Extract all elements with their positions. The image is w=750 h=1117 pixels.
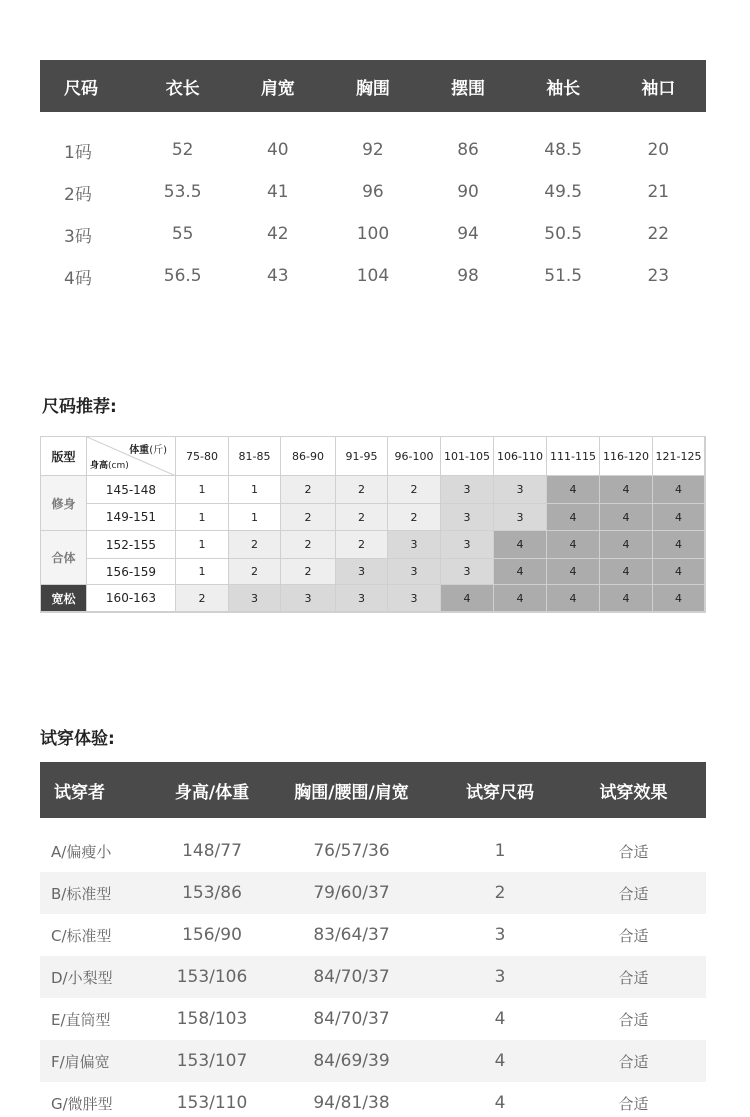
tryon-cell: 合适 <box>618 1010 649 1029</box>
recommended-size-cell: 2 <box>336 531 388 559</box>
recommended-size-cell: 1 <box>176 531 229 559</box>
recommended-size-cell: 2 <box>388 476 441 504</box>
tryon-cell: 合适 <box>618 926 649 945</box>
recommended-size-cell: 3 <box>388 559 441 585</box>
size-cell: 51.5 <box>544 266 583 286</box>
tryon-cell: F/肩偏宽 <box>51 1052 110 1071</box>
tryon-cell: 158/103 <box>176 1009 248 1029</box>
recommended-size-cell: 3 <box>281 585 336 612</box>
recommended-size-cell: 4 <box>547 559 600 585</box>
grid-corner-header <box>87 437 176 476</box>
recommendation-title: 尺码推荐: <box>42 397 117 417</box>
weight-range-header: 106-110 <box>494 437 547 476</box>
recommended-size-cell: 3 <box>441 504 494 531</box>
recommended-size-cell: 2 <box>281 476 336 504</box>
size-cell: 98 <box>457 266 479 286</box>
tryon-cell: 1 <box>494 841 506 861</box>
tryon-table-row <box>40 872 706 914</box>
size-cell: 41 <box>266 182 289 202</box>
size-cell: 104 <box>356 266 390 286</box>
recommended-size-cell: 4 <box>653 531 705 559</box>
height-label-text: 身高 <box>90 461 109 471</box>
tryon-cell: 84/69/39 <box>313 1051 390 1071</box>
tryon-title: 试穿体验: <box>40 729 115 749</box>
height-axis-label <box>90 458 129 471</box>
tryon-table-body <box>40 818 706 1117</box>
tryon-table-row <box>40 1040 706 1082</box>
tryon-header-cell: 试穿者 <box>54 782 105 803</box>
size-header-cell: 尺码 <box>64 78 98 99</box>
tryon-cell: 合适 <box>618 968 649 987</box>
recommended-size-cell: 4 <box>600 476 653 504</box>
weight-range-header: 86-90 <box>281 437 336 476</box>
tryon-cell: 148/77 <box>182 841 242 861</box>
recommended-size-cell: 4 <box>547 476 600 504</box>
size-cell: 21 <box>647 182 670 202</box>
tryon-cell: 156/90 <box>182 925 242 945</box>
recommendation-grid <box>40 436 706 613</box>
recommended-size-cell: 4 <box>653 585 705 612</box>
recommended-size-cell: 3 <box>441 559 494 585</box>
recommended-size-cell: 3 <box>229 585 281 612</box>
recommended-size-cell: 4 <box>653 559 705 585</box>
tryon-header-cell: 试穿效果 <box>599 782 668 803</box>
size-cell: 43 <box>266 266 289 286</box>
tryon-cell: 153/110 <box>176 1093 248 1113</box>
tryon-cell: B/标准型 <box>51 884 112 903</box>
tryon-cell: G/微胖型 <box>51 1094 113 1113</box>
tryon-cell: 3 <box>494 925 506 945</box>
height-range-cell: 152-155 <box>87 531 176 559</box>
tryon-table-row <box>40 956 706 998</box>
size-cell: 49.5 <box>544 182 583 202</box>
recommended-size-cell: 1 <box>176 504 229 531</box>
tryon-cell: 94/81/38 <box>313 1093 390 1113</box>
tryon-cell: E/直筒型 <box>51 1010 111 1029</box>
size-table-row <box>40 171 706 213</box>
weight-range-header: 75-80 <box>176 437 229 476</box>
recommended-size-cell: 3 <box>336 585 388 612</box>
fit-type-cell: 宽松 <box>41 585 87 612</box>
recommended-size-cell: 3 <box>441 531 494 559</box>
size-cell: 48.5 <box>544 140 583 160</box>
tryon-cell: 合适 <box>618 884 649 903</box>
recommended-size-cell: 2 <box>281 559 336 585</box>
size-cell: 94 <box>457 224 479 244</box>
fit-type-cell: 合体 <box>41 531 87 585</box>
recommended-size-cell: 4 <box>653 504 705 531</box>
recommended-size-cell: 4 <box>494 585 547 612</box>
size-cell: 23 <box>647 266 670 286</box>
recommended-size-cell: 2 <box>281 504 336 531</box>
tryon-cell: 4 <box>494 1093 506 1113</box>
height-range-cell: 145-148 <box>87 476 176 504</box>
size-table-row <box>40 129 706 171</box>
height-unit-text: (cm) <box>108 461 129 471</box>
height-range-cell: 156-159 <box>87 559 176 585</box>
recommended-size-cell: 2 <box>336 504 388 531</box>
tryon-cell: 83/64/37 <box>313 925 390 945</box>
tryon-cell: A/偏瘦小 <box>51 842 112 861</box>
tryon-cell: 合适 <box>618 1094 649 1113</box>
tryon-cell: 3 <box>494 967 506 987</box>
recommended-size-cell: 3 <box>388 585 441 612</box>
tryon-cell: 153/107 <box>176 1051 248 1071</box>
recommended-size-cell: 2 <box>176 585 229 612</box>
tryon-cell: 84/70/37 <box>313 967 390 987</box>
size-header-cell: 胸围 <box>355 78 390 99</box>
recommended-size-cell: 2 <box>229 531 281 559</box>
tryon-table-row <box>40 914 706 956</box>
tryon-cell: 76/57/36 <box>313 841 390 861</box>
tryon-cell: 153/86 <box>182 883 242 903</box>
tryon-cell: 合适 <box>618 1052 649 1071</box>
recommended-size-cell: 4 <box>441 585 494 612</box>
tryon-table-row <box>40 1082 706 1117</box>
recommended-size-cell: 2 <box>388 504 441 531</box>
tryon-cell: 4 <box>494 1051 506 1071</box>
weight-range-header: 96-100 <box>388 437 441 476</box>
tryon-cell: 79/60/37 <box>313 883 390 903</box>
height-range-cell: 149-151 <box>87 504 176 531</box>
size-cell: 2码 <box>64 184 92 205</box>
weight-range-header: 116-120 <box>600 437 653 476</box>
tryon-table <box>40 762 706 1117</box>
weight-unit-text: (斤) <box>149 445 167 456</box>
recommended-size-cell: 1 <box>229 476 281 504</box>
weight-range-header: 121-125 <box>653 437 705 476</box>
recommended-size-cell: 4 <box>653 476 705 504</box>
tryon-table-row <box>40 830 706 872</box>
size-cell: 22 <box>647 224 670 244</box>
recommended-size-cell: 2 <box>336 476 388 504</box>
size-header-cell: 袖口 <box>641 78 676 99</box>
recommended-size-cell: 1 <box>176 476 229 504</box>
weight-label-text: 体重 <box>129 445 150 456</box>
tryon-cell: D/小梨型 <box>51 968 113 987</box>
recommended-size-cell: 4 <box>600 585 653 612</box>
weight-range-header: 91-95 <box>336 437 388 476</box>
recommended-size-cell: 4 <box>600 559 653 585</box>
size-table-row <box>40 213 706 255</box>
recommended-size-cell: 3 <box>336 559 388 585</box>
size-cell: 4码 <box>64 268 92 289</box>
recommended-size-cell: 4 <box>547 585 600 612</box>
size-table-body <box>40 112 706 297</box>
recommended-size-cell: 1 <box>176 559 229 585</box>
tryon-cell: C/标准型 <box>51 926 112 945</box>
height-range-cell: 160-163 <box>87 585 176 612</box>
weight-range-header: 101-105 <box>441 437 494 476</box>
recommended-size-cell: 4 <box>494 559 547 585</box>
size-header-cell: 袖长 <box>546 78 581 99</box>
weight-range-header: 111-115 <box>547 437 600 476</box>
size-cell: 20 <box>647 140 670 160</box>
size-cell: 40 <box>266 140 289 160</box>
tryon-cell: 4 <box>494 1009 506 1029</box>
size-cell: 96 <box>362 182 384 202</box>
size-cell: 50.5 <box>544 224 583 244</box>
size-cell: 56.5 <box>163 266 202 286</box>
recommended-size-cell: 4 <box>600 531 653 559</box>
tryon-cell: 合适 <box>618 842 649 861</box>
size-header-cell: 摆围 <box>451 78 486 99</box>
tryon-table-row <box>40 998 706 1040</box>
recommended-size-cell: 2 <box>229 559 281 585</box>
tryon-cell: 84/70/37 <box>313 1009 390 1029</box>
size-cell: 90 <box>457 182 479 202</box>
tryon-table-header <box>40 762 706 818</box>
recommended-size-cell: 4 <box>600 504 653 531</box>
weight-range-header: 81-85 <box>229 437 281 476</box>
recommended-size-cell: 3 <box>494 476 547 504</box>
size-cell: 42 <box>266 224 289 244</box>
recommended-size-cell: 3 <box>494 504 547 531</box>
size-header-cell: 衣长 <box>165 78 200 99</box>
size-cell: 100 <box>356 224 390 244</box>
fit-type-cell: 修身 <box>41 476 87 531</box>
recommended-size-cell: 4 <box>547 504 600 531</box>
size-cell: 1码 <box>64 142 92 163</box>
tryon-header-cell: 试穿尺码 <box>466 782 534 803</box>
recommended-size-cell: 4 <box>547 531 600 559</box>
size-cell: 52 <box>171 140 194 160</box>
recommended-size-cell: 3 <box>388 531 441 559</box>
size-cell: 55 <box>171 224 194 244</box>
recommended-size-cell: 2 <box>281 531 336 559</box>
size-table <box>40 60 706 297</box>
size-table-row <box>40 255 706 297</box>
size-cell: 92 <box>362 140 384 160</box>
fit-type-header: 版型 <box>41 437 87 476</box>
size-table-header <box>40 60 706 112</box>
recommended-size-cell: 1 <box>229 504 281 531</box>
size-cell: 53.5 <box>163 182 202 202</box>
size-header-cell: 肩宽 <box>260 78 295 99</box>
tryon-header-cell: 身高/体重 <box>174 782 250 803</box>
size-cell: 86 <box>457 140 479 160</box>
recommended-size-cell: 3 <box>441 476 494 504</box>
tryon-header-cell: 胸围/腰围/肩宽 <box>294 782 409 803</box>
size-cell: 3码 <box>64 226 92 247</box>
recommended-size-cell: 4 <box>494 531 547 559</box>
tryon-cell: 2 <box>494 883 506 903</box>
weight-axis-label <box>129 441 167 456</box>
tryon-cell: 153/106 <box>176 967 248 987</box>
